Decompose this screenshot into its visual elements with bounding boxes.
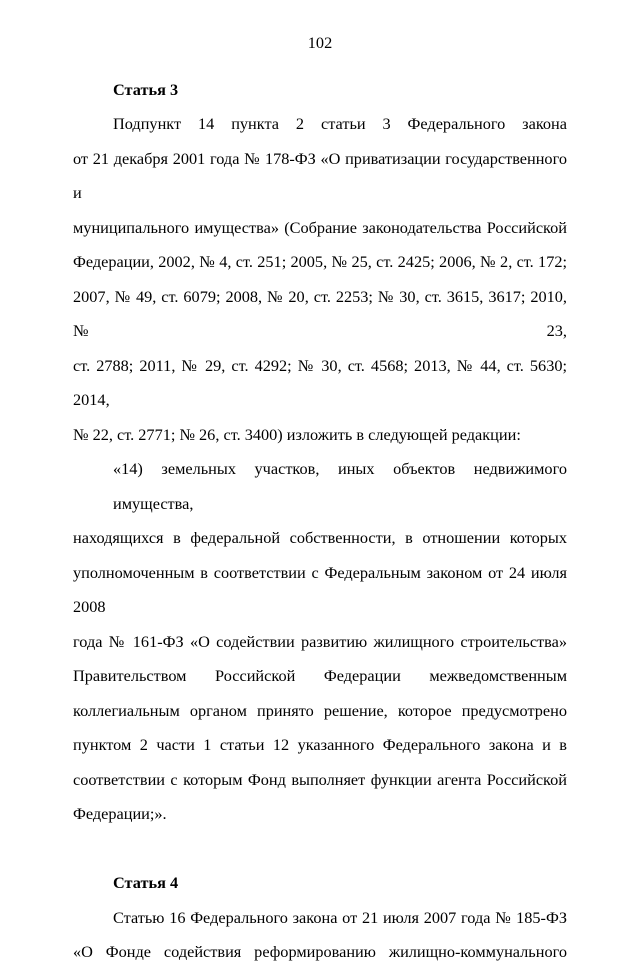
paragraph-line: муниципального имущества» (Собрание законодательства Российской bbox=[73, 217, 567, 237]
article-heading: Статья 3 bbox=[113, 79, 179, 99]
paragraph-line: Федерации, 2002, № 4, ст. 251; 2005, № 25, ст. 2425; 2006, № 2, ст. 172; bbox=[73, 252, 567, 271]
paragraph-line: соответствии с которым Фонд выполняет функции агента Российской bbox=[73, 769, 567, 789]
paragraph-line: пунктом 2 части 1 статьи 12 указанного Федерального закона и в bbox=[73, 735, 567, 754]
article-heading: Статья 4 bbox=[113, 873, 179, 892]
paragraph-line: Федерации;». bbox=[73, 804, 167, 823]
document-body bbox=[73, 73, 567, 970]
paragraph-line: года № 161-ФЗ «О содействии развитию жилищного строительства» bbox=[73, 631, 567, 651]
paragraph-line: ст. 2788; 2011, № 29, ст. 4292; № 30, ст. 4568; 2013, № 44, ст. 5630; 2014, bbox=[73, 355, 567, 409]
paragraph-line: № 22, ст. 2771; № 26, ст. 3400) изложить в следующей редакции: bbox=[73, 424, 521, 444]
paragraph-line: находящихся в федеральной собственности, в отношении которых bbox=[73, 528, 567, 547]
blank-line bbox=[73, 832, 567, 867]
paragraph-line: уполномоченным в соответствии с Федеральным законом от 24 июля 2008 bbox=[73, 562, 567, 616]
paragraph-line: «О Фонде содействия реформированию жилищно-коммунального bbox=[73, 942, 567, 961]
page-number: 102 bbox=[307, 33, 333, 52]
paragraph-line: 2007, № 49, ст. 6079; 2008, № 20, ст. 2253; № 30, ст. 3615, 3617; 2010, № 23, bbox=[73, 286, 567, 340]
paragraph-line: коллегиальным органом принято решение, которое предусмотрено bbox=[73, 700, 567, 720]
paragraph-line: Правительством Российской Федерации межведомственным bbox=[73, 666, 567, 685]
paragraph-line: Подпункт 14 пункта 2 статьи 3 Федерального закона bbox=[113, 114, 567, 133]
paragraph-line: Статью 16 Федерального закона от 21 июля 2007 года № 185-ФЗ bbox=[113, 907, 567, 927]
paragraph-line: от 21 декабря 2001 года № 178-ФЗ «О приватизации государственного и bbox=[73, 148, 567, 202]
paragraph-line: «14) земельных участков, иных объектов недвижимого имущества, bbox=[113, 459, 567, 513]
